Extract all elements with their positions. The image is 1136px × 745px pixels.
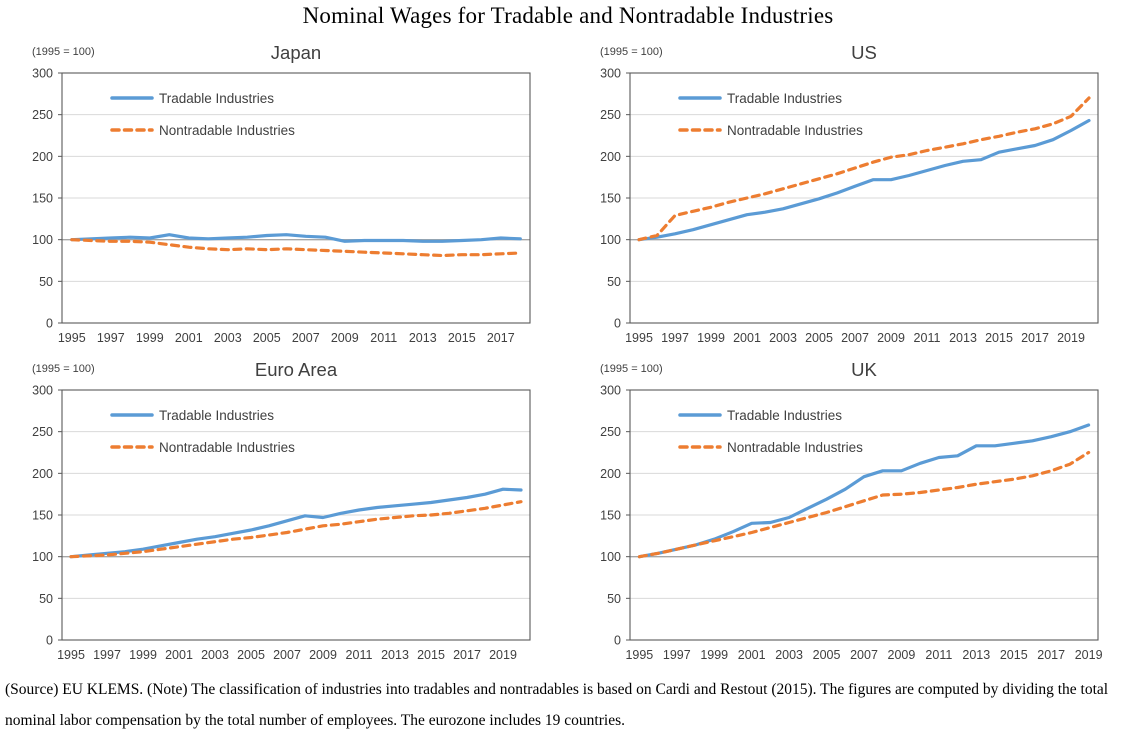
x-tick-label: 1995 <box>625 331 653 345</box>
line-chart-us <box>568 40 1136 357</box>
x-tick-label: 1999 <box>135 331 164 345</box>
x-tick-label: 2011 <box>345 648 373 662</box>
y-tick-label: 250 <box>32 425 53 440</box>
line-chart-japan <box>0 40 568 357</box>
x-tick-label: 2005 <box>805 331 833 345</box>
gridlines <box>62 432 530 599</box>
y-tick-label: 250 <box>600 108 621 123</box>
y-axis <box>32 67 62 331</box>
x-tick-label: 2013 <box>949 331 977 345</box>
x-tick-label: 2013 <box>381 648 409 662</box>
x-tick-label: 2003 <box>201 648 229 662</box>
x-tick-label: 2003 <box>769 331 797 345</box>
x-tick-label: 2007 <box>273 648 301 662</box>
x-tick-label: 1997 <box>661 331 689 345</box>
y-tick-label: 50 <box>607 274 621 289</box>
x-tick-label: 2017 <box>1021 331 1049 345</box>
figure-title: Nominal Wages for Tradable and Nontradable Industries <box>302 3 834 28</box>
x-tick-label: 2005 <box>237 648 265 662</box>
y-tick-label: 150 <box>600 508 621 523</box>
panel-title-japan: Japan <box>270 42 322 63</box>
x-tick-label: 2015 <box>985 331 1013 345</box>
y-tick-label: 0 <box>614 633 621 648</box>
tradable-series-line <box>639 425 1088 557</box>
y-tick-label: 300 <box>32 66 53 81</box>
y-tick-label: 0 <box>614 316 621 331</box>
x-tick-label: 1995 <box>625 648 654 662</box>
y-tick-label: 150 <box>600 191 621 206</box>
axis-unit-note: (1995 = 100) <box>32 363 95 375</box>
x-tick-label: 1999 <box>129 648 157 662</box>
x-tick-label: 2013 <box>962 648 991 662</box>
y-axis <box>32 384 62 648</box>
x-tick-label: 2007 <box>841 331 869 345</box>
y-tick-label: 200 <box>600 149 621 164</box>
source-note-line-2: nominal labor compensation by the total number of employees. The eurozone includes 19 countries. <box>5 712 625 729</box>
y-tick-label: 100 <box>32 233 53 248</box>
y-tick-label: 300 <box>600 383 621 398</box>
chart-panel-euro-area <box>0 357 568 674</box>
x-tick-label: 2009 <box>309 648 337 662</box>
y-tick-label: 150 <box>32 191 53 206</box>
y-tick-label: 100 <box>600 550 621 565</box>
legend-label: Tradable Industries <box>727 407 843 423</box>
y-tick-label: 150 <box>32 508 53 523</box>
tradable-series-line <box>639 121 1089 240</box>
line-chart-uk <box>568 357 1136 674</box>
x-tick-label: 2017 <box>486 331 515 345</box>
x-tick-label: 2009 <box>877 331 905 345</box>
y-tick-label: 50 <box>607 591 621 606</box>
x-tick-label: 2001 <box>174 331 203 345</box>
nontradable-series-line <box>639 98 1089 240</box>
x-tick-label: 2007 <box>850 648 878 662</box>
chart-panel-japan <box>0 40 568 357</box>
x-tick-label: 2003 <box>213 331 242 345</box>
x-tick-label: 1999 <box>697 331 725 345</box>
x-tick-label: 2019 <box>1057 331 1085 345</box>
source-note-line-1: (Source) EU KLEMS. (Note) The classification of industries into tradables and nontradables is based on Cardi and Restout (2015). The figures are computed by dividing the total <box>5 681 1109 698</box>
axis-unit-note: (1995 = 100) <box>600 363 663 375</box>
x-tick-label: 2015 <box>447 331 476 345</box>
legend-label: Nontradable Industries <box>159 122 295 138</box>
y-tick-label: 250 <box>32 108 53 123</box>
nontradable-series-line <box>639 453 1088 557</box>
x-tick-label: 1997 <box>93 648 121 662</box>
x-tick-label: 2007 <box>291 331 320 345</box>
y-tick-label: 50 <box>39 274 53 289</box>
line-chart-euro-area <box>0 357 568 674</box>
panel-title-uk: UK <box>851 359 877 380</box>
x-tick-label: 2019 <box>489 648 517 662</box>
y-tick-label: 100 <box>32 550 53 565</box>
x-tick-label: 2011 <box>925 648 953 662</box>
x-axis <box>57 648 517 662</box>
y-axis <box>600 384 630 648</box>
x-axis <box>58 331 515 345</box>
chart-panel-uk <box>568 357 1136 674</box>
x-tick-label: 1997 <box>662 648 691 662</box>
y-tick-label: 100 <box>600 233 621 248</box>
x-tick-label: 1999 <box>700 648 729 662</box>
x-axis <box>625 331 1085 345</box>
x-tick-label: 2019 <box>1074 648 1103 662</box>
x-tick-label: 1995 <box>57 331 86 345</box>
x-tick-label: 2009 <box>330 331 359 345</box>
y-axis <box>600 67 630 331</box>
x-tick-label: 2003 <box>775 648 804 662</box>
y-tick-label: 200 <box>600 466 621 481</box>
source-note <box>5 674 1133 736</box>
axis-unit-note: (1995 = 100) <box>32 46 95 58</box>
x-tick-label: 2011 <box>913 331 941 345</box>
panel-title-us: US <box>851 42 877 63</box>
x-tick-label: 2005 <box>252 331 281 345</box>
x-axis <box>625 648 1102 662</box>
legend-label: Nontradable Industries <box>727 122 863 138</box>
gridlines <box>630 432 1098 599</box>
x-tick-label: 1997 <box>96 331 125 345</box>
x-tick-label: 1995 <box>57 648 85 662</box>
axis-unit-note: (1995 = 100) <box>600 46 663 58</box>
x-tick-label: 2001 <box>737 648 766 662</box>
legend-label: Tradable Industries <box>159 90 275 106</box>
legend-label: Nontradable Industries <box>159 439 295 455</box>
y-tick-label: 200 <box>32 149 53 164</box>
x-tick-label: 2005 <box>812 648 841 662</box>
legend-label: Tradable Industries <box>727 90 843 106</box>
x-tick-label: 2013 <box>408 331 437 345</box>
y-tick-label: 200 <box>32 466 53 481</box>
legend-label: Tradable Industries <box>159 407 275 423</box>
y-tick-label: 0 <box>46 633 53 648</box>
y-tick-label: 300 <box>32 383 53 398</box>
x-tick-label: 2015 <box>999 648 1028 662</box>
legend-label: Nontradable Industries <box>727 439 863 455</box>
y-tick-label: 300 <box>600 66 621 81</box>
x-tick-label: 2011 <box>370 331 398 345</box>
x-tick-label: 2001 <box>165 648 193 662</box>
x-tick-label: 2017 <box>453 648 481 662</box>
x-tick-label: 2017 <box>1037 648 1066 662</box>
tradable-series-line <box>71 489 521 557</box>
panel-title-euro-area: Euro Area <box>254 359 338 380</box>
x-tick-label: 2009 <box>887 648 916 662</box>
x-tick-label: 2001 <box>733 331 761 345</box>
gridlines <box>630 115 1098 282</box>
x-tick-label: 2015 <box>417 648 445 662</box>
y-tick-label: 50 <box>39 591 53 606</box>
chart-panel-us <box>568 40 1136 357</box>
y-tick-label: 250 <box>600 425 621 440</box>
y-tick-label: 0 <box>46 316 53 331</box>
